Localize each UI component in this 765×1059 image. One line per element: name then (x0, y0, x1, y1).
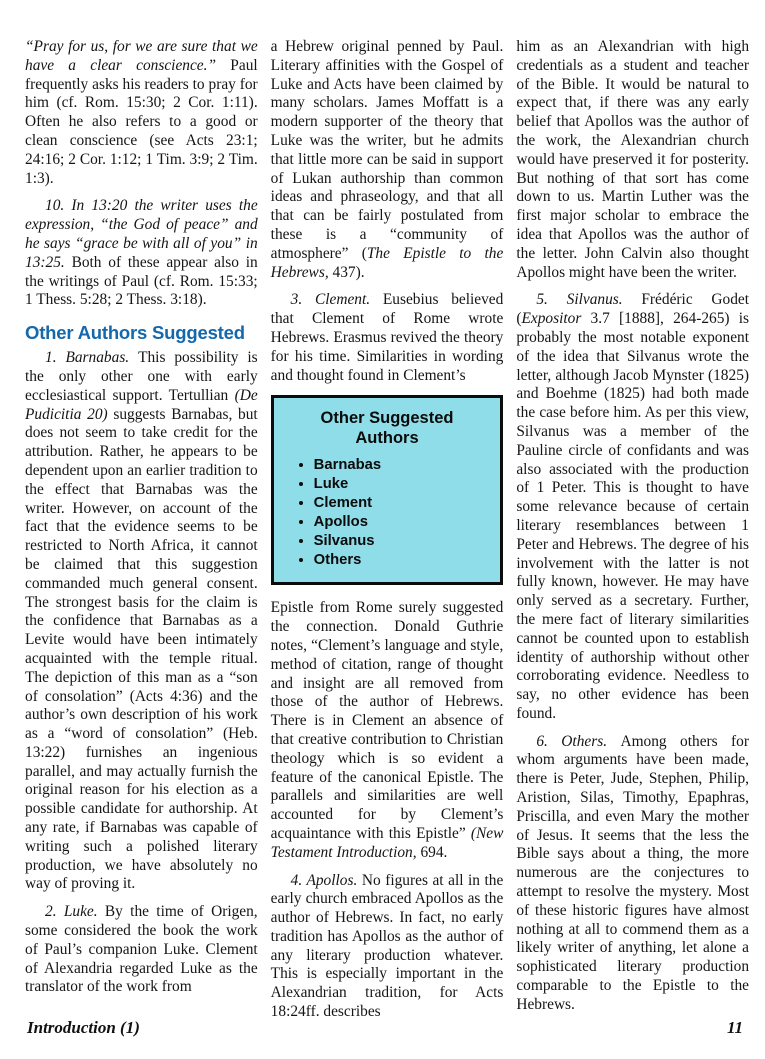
box-item: • Apollos (314, 513, 493, 532)
paragraph: Epistle from Rome surely suggested the connection. Donald Guthrie notes, “Clement’s language and style, method of citation, range of thought and insight are all removed from those of the author of Hebrews. There is in Clement an absence of that creative contribution to Christian theology which is so evident a feature of the canonical Epistle. The parallels and similarities are well accounted for by Clement’s acquaintance with this Epistle” (New Testament Introduction, 694. (270, 599, 504, 861)
box-item: • Clement (314, 494, 493, 513)
page-content (25, 38, 749, 1031)
footer-section-title: Introduction (1) (27, 1018, 140, 1037)
paragraph: 10. In 13:20 the writer uses the expression, “the God of peace” and he says “grace be with all of you” in 13:25. Both of these appear also in the writings of Paul (cf. Rom. 15:33; 1 Thess. 5:28; 2 Thess. 3:18). (25, 197, 258, 309)
column-middle (271, 38, 504, 1031)
page-number: 11 (726, 1018, 743, 1037)
section-heading: Other Authors Suggested (25, 322, 245, 344)
paragraph: 6. Others. Among others for whom arguments have been made, there is Peter, Jude, Stephen, Philip, Aristion, Silas, Timothy, Epaphras, Priscilla, and even Mary the mother of Jesus. It seems that the less the Bible says about a thing, the more numerous are the conjectures to attempt to resolve the mystery. Most of these historic figures have almost nothing at all to commend them as a likely writer of anything, let alone a sophisticated literary production comparable to the Epistle to the Hebrews. (516, 732, 750, 1013)
box-title: Other Suggested Authors (320, 409, 454, 448)
paragraph: a Hebrew original penned by Paul. Literary affinities with the Gospel of Luke and Acts have been claimed by many scholars. James Moffatt is a modern supporter of the theory that Luke was the writer, but he admits that little more can be said in support of Lukan authorship than common ideas and phraseology, and that all that can be fairly postulated from these is a “community of atmosphere” (The Epistle to the Hebrews, 437). (270, 38, 504, 281)
box-item: • Luke (314, 475, 493, 494)
paragraph: 3. Clement. Eusebius believed that Clement of Rome wrote Hebrews. Erasmus revived the theory for his time. Similarities in wording and thought found in Clement’s (270, 291, 504, 384)
paragraph: 4. Apollos. No figures at all in the early church embraced Apollos as the author of Hebrews. In fact, no early tradition has Apollos as the author of any literary production whatever. This is especially important in the Alexandrian tradition, for Acts 18:24ff. describes (270, 871, 504, 1021)
paragraph: 1. Barnabas. This possibility is the only other one with early ecclesiastical support. Tertullian (De Pudicitia 20) suggests Barnabas, but does not seem to take credit for the attribution. Rather, he appears to be dependent upon an earlier tradition to the effect that Barnabas was the writer. However, on account of the fact that the evidence seems to be restricted to North Africa, it cannot be claimed that this suggestion commanded much general consent. The strongest basis for the claim is the confidence that Barnabas as a Levite would have been intimately acquainted with the temple ritual. The depiction of this man as a “son of consolation” (Acts 4:36) and the author’s own description of his work as a “word of consolation” (Heb. 13:22) furnishes an ingenious parallel, and may actually furnish the original reason for his election as a possible candidate for authorship. At any rate, if Barnabas was capable of writing such a polished literary production, we have absolutely no way of proving it. (25, 349, 258, 893)
suggested-authors-box (271, 395, 504, 585)
page-footer (27, 1018, 743, 1038)
box-item: • Others (314, 551, 493, 570)
paragraph: 2. Luke. By the time of Origen, some considered the book the work of Paul’s companion Luke. Clement of Alexandria regarded Luke as the translator of the work from (25, 903, 258, 996)
paragraph: “Pray for us, for we are sure that we have a clear conscience.” Paul frequently asks his readers to pray for him (cf. Rom. 15:30; 2 Cor. 1:11). Often he also refers to a good or clean conscience (see Acts 23:1; 24:16; 2 Cor. 1:12; 1 Tim. 3:9; 2 Tim. 1:3). (25, 38, 258, 187)
paragraph: him as an Alexandrian with high credentials as a student and teacher of the Bible. It would be natural to expect that, if there was any early belief that Apollos was the author of the work, the Alexandrian church would have preserved it for posterity. But nothing of that sort has come down to us. Martin Luther was the first major scholar to embrace the idea that Apollos was the author of the letter. John Calvin also thought Apollos might have been the writer. (516, 38, 750, 281)
column-left (25, 38, 258, 1031)
box-item: • Silvanus (314, 532, 493, 551)
column-right (516, 38, 749, 1031)
paragraph: 5. Silvanus. Frédéric Godet (Expositor 3.7 [1888], 264-265) is probably the most notable exponent of the idea that Silvanus wrote the letter, although Jacob Mynster (1825) and Boehme (1825) had both made the case before him. As per this view, Silvanus was a member of the Pauline circle of confidants and was also associated with the production of 1 Peter. This is thought to have some relevance because of certain literary resemblances between 1 Peter and Hebrews. The degree of his involvement with the latter is not fully known, however. He may have only served as a secretary. Further, the mere fact of literary similarities cannot be counted upon to establish identity of authorship without other corroborating evidence. Needless to say, no other evidence has been found. (516, 291, 750, 722)
box-item: • Barnabas (314, 456, 493, 475)
box-list (282, 456, 493, 570)
